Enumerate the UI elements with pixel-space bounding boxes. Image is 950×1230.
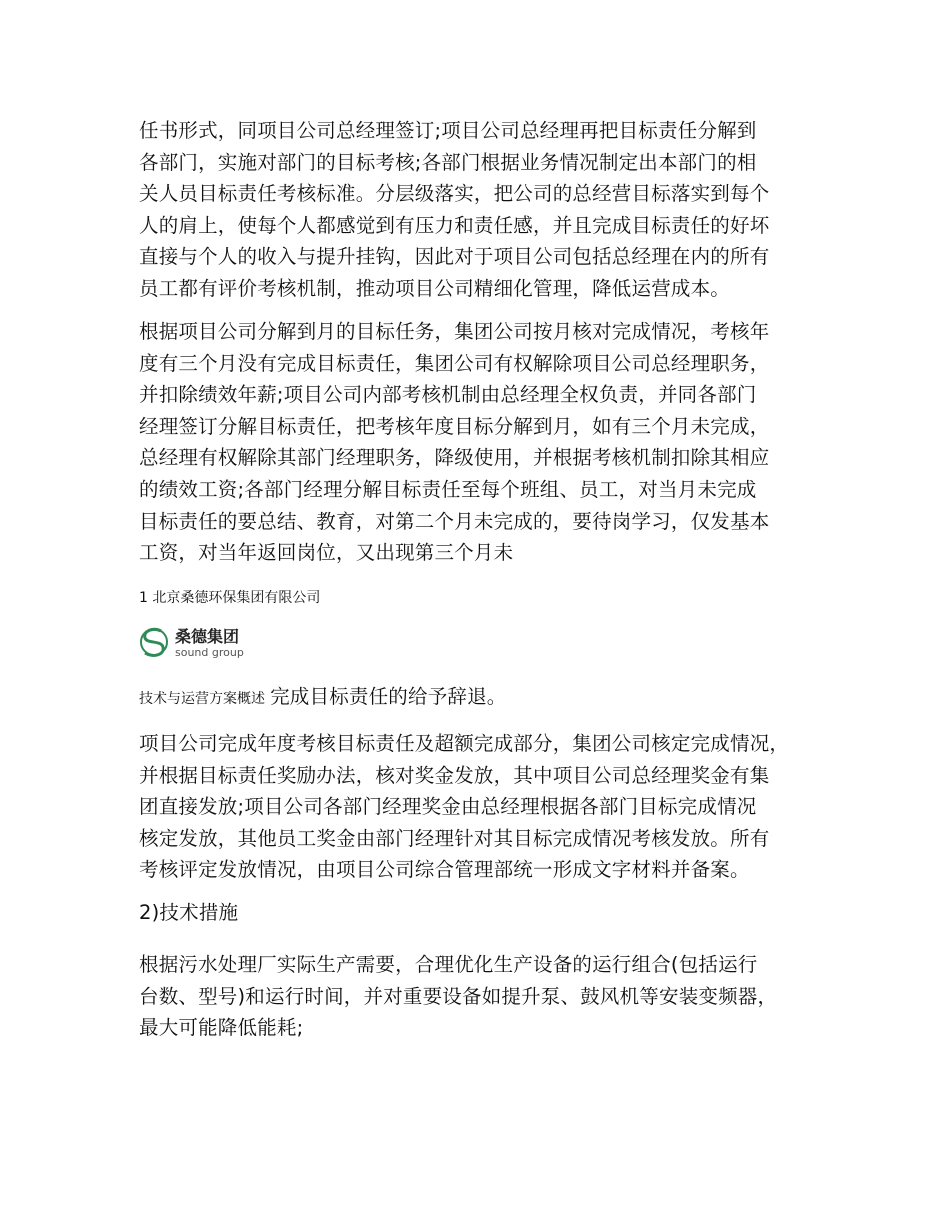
company-logo bbox=[139, 625, 247, 659]
text-line: 任书形式，同项目公司总经理签订;项目公司总经理再把目标责任分解到 bbox=[139, 119, 757, 142]
text-line: 经理签订分解目标责任，把考核年度目标分解到月，如有三个月未完成， bbox=[139, 414, 770, 438]
paragraph-2 bbox=[139, 316, 839, 569]
text-line: 台数、型号)和运行时间，并对重要设备如提升泵、鼓风机等安装变频器， bbox=[139, 984, 778, 1008]
text-line: 的绩效工资;各部门经理分解目标责任至每个班组、员工，对当月未完成 bbox=[139, 477, 757, 501]
paragraph-1 bbox=[139, 115, 839, 305]
logo-en-text: sound group bbox=[175, 646, 244, 659]
text-line: 关人员目标责任考核标准。分层级落实，把公司的总经营目标落实到每个 bbox=[139, 182, 770, 206]
text-line: 各部门，实施对部门的目标考核;各部门根据业务情况制定出本部门的相 bbox=[139, 150, 757, 174]
logo-s-mark-icon bbox=[141, 629, 167, 655]
text-line: 核定发放，其他员工奖金由部门经理针对其目标完成情况考核发放。所有 bbox=[139, 826, 770, 850]
text-line: 员工都有评价考核机制，推动项目公司精细化管理，降低运营成本。 bbox=[139, 276, 731, 300]
paragraph-3 bbox=[139, 728, 839, 886]
page-number: 1 bbox=[139, 590, 148, 606]
text-line: 度有三个月没有完成目标责任，集团公司有权解除项目公司总经理职务， bbox=[139, 351, 770, 375]
text-line: 根据项目公司分解到月的目标任务，集团公司按月核对完成情况，考核年 bbox=[139, 320, 770, 343]
text-line: 工资，对当年返回岗位，又出现第三个月未 bbox=[139, 541, 514, 565]
text-line: 人的肩上，使每个人都感觉到有压力和责任感，并且完成目标责任的好坏 bbox=[139, 213, 770, 237]
text-line: 项目公司完成年度考核目标责任及超额完成部分，集团公司核定完成情况， bbox=[139, 732, 790, 755]
text-line: 考核评定发放情况，由项目公司综合管理部统一形成文字材料并备案。 bbox=[139, 858, 750, 882]
page-footer bbox=[139, 588, 320, 608]
company-name: 北京桑德环保集团有限公司 bbox=[152, 590, 321, 606]
text-line: 团直接发放;项目公司各部门经理奖金由总经理根据各部门目标完成情况 bbox=[139, 795, 757, 819]
logo-cn-text: 桑德集团 bbox=[175, 627, 240, 646]
continued-text: 完成目标责任的给予辞退。 bbox=[270, 685, 507, 708]
section-header-line bbox=[139, 681, 507, 709]
text-line: 最大可能降低能耗; bbox=[139, 1016, 304, 1040]
text-line: 并扣除绩效年薪;项目公司内部考核机制由总经理全权负责，并同各部门 bbox=[139, 383, 757, 407]
text-line: 总经理有权解除其部门经理职务，降级使用，并根据考核机制扣除其相应 bbox=[139, 446, 770, 470]
text-line: 并根据目标责任奖励办法，核对奖金发放，其中项目公司总经理奖金有集 bbox=[139, 763, 770, 787]
text-line: 根据污水处理厂实际生产需要，合理优化生产设备的运行组合(包括运行 bbox=[139, 953, 758, 976]
subheading-technical-measures bbox=[139, 897, 839, 929]
text-line: 直接与个人的收入与提升挂钩，因此对于项目公司包括总经理在内的所有 bbox=[139, 245, 770, 269]
paragraph-5 bbox=[139, 949, 839, 1044]
section-label: 技术与运营方案概述 bbox=[139, 691, 265, 707]
text-line: 2)技术措施 bbox=[139, 901, 239, 924]
text-line: 目标责任的要总结、教育，对第二个月未完成的，要待岗学习，仅发基本 bbox=[139, 509, 770, 533]
